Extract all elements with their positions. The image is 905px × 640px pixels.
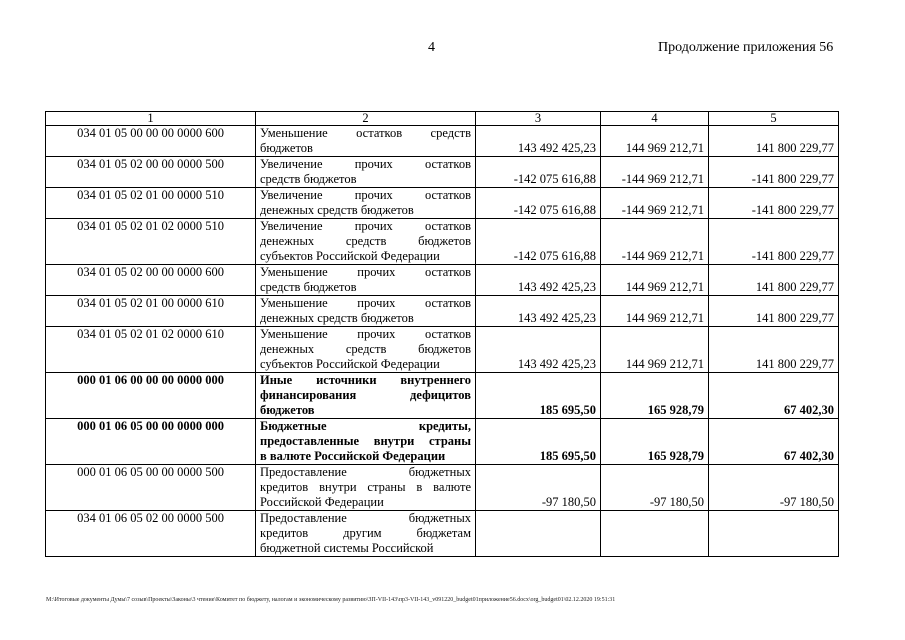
amount-cell-year-2: -144 969 212,71 [601,219,709,265]
amount-cell-year-3: -97 180,50 [709,465,839,511]
amount-cell-year-1: -142 075 616,88 [476,157,601,188]
budget-item-name-cell [256,157,476,188]
amount-cell-year-1: 143 492 425,23 [476,296,601,327]
budget-code-cell: 034 01 05 00 00 00 0000 600 [46,126,256,157]
budget-code-cell: 034 01 05 02 01 02 0000 510 [46,219,256,265]
budget-item-name-line: Уменьшение прочих остатков [260,327,471,341]
budget-code-cell: 034 01 06 05 02 00 0000 500 [46,511,256,557]
budget-item-name-line: Уменьшение прочих остатков [260,296,471,310]
budget-item-name-cell [256,126,476,157]
amount-cell-year-2: -97 180,50 [601,465,709,511]
budget-item-name-line: в валюте Российской Федерации [260,449,446,463]
budget-item-name-line: бюджетов [260,141,313,155]
budget-item-name-cell [256,419,476,465]
amount-cell-year-1: -97 180,50 [476,465,601,511]
budget-item-name-cell [256,511,476,557]
amount-cell-year-3: 141 800 229,77 [709,296,839,327]
budget-item-name-line: Уменьшение остатков средств [260,126,471,140]
table-row [46,465,839,511]
amount-cell-year-3: -141 800 229,77 [709,157,839,188]
budget-item-name-line: денежных средств бюджетов [260,311,414,325]
budget-item-name-line: Иные источники внутреннего [260,373,471,387]
amount-cell-year-2: 165 928,79 [601,373,709,419]
amount-cell-year-3: 141 800 229,77 [709,126,839,157]
budget-item-name-line: Российской Федерации [260,495,384,509]
amount-cell-year-3: 67 402,30 [709,373,839,419]
budget-item-name-cell [256,327,476,373]
amount-cell-year-1: -142 075 616,88 [476,219,601,265]
budget-item-name-line: Увеличение прочих остатков [260,188,471,202]
budget-item-name-line: предоставленные внутри страны [260,434,471,448]
budget-code-cell: 000 01 06 05 00 00 0000 500 [46,465,256,511]
budget-item-name-line: кредитов внутри страны в валюте [260,480,471,494]
budget-item-name-line: средств бюджетов [260,172,357,186]
continuation-title: Продолжение приложения 56 [658,40,834,55]
amount-cell-year-2: 144 969 212,71 [601,126,709,157]
budget-item-name-line: субъектов Российской Федерации [260,249,440,263]
amount-cell-year-2: 165 928,79 [601,419,709,465]
table-row [46,327,839,373]
table-row [46,296,839,327]
amount-cell-year-1: 185 695,50 [476,373,601,419]
column-header: 1 [46,112,256,126]
amount-cell-year-1 [476,511,601,557]
table-row [46,219,839,265]
column-header: 3 [476,112,601,126]
budget-item-name-line: средств бюджетов [260,280,357,294]
amount-cell-year-1: 185 695,50 [476,419,601,465]
budget-code-cell: 034 01 05 02 01 00 0000 510 [46,188,256,219]
budget-item-name-cell [256,465,476,511]
budget-item-name-line: Увеличение прочих остатков [260,157,471,171]
budget-code-cell: 000 01 06 00 00 00 0000 000 [46,373,256,419]
amount-cell-year-2: 144 969 212,71 [601,327,709,373]
budget-code-cell: 000 01 06 05 00 00 0000 000 [46,419,256,465]
budget-item-name-line: субъектов Российской Федерации [260,357,440,371]
amount-cell-year-3: -141 800 229,77 [709,188,839,219]
budget-item-name-line: бюджетной системы Российской [260,541,434,555]
table-header-row [46,112,839,126]
amount-cell-year-2: -144 969 212,71 [601,157,709,188]
amount-cell-year-3: 141 800 229,77 [709,265,839,296]
budget-item-name-line: Предоставление бюджетных [260,511,471,525]
budget-item-name-line: денежных средств бюджетов [260,203,414,217]
table-row [46,157,839,188]
budget-item-name-line: Предоставление бюджетных [260,465,471,479]
file-path-footer: M:\Итоговые документы Думы\7 созыв\Проекты\Законы\3 чтение\Комитет по бюджету, налогам и экономическому развитию\ЗП-VII-143\пр3-VII-143_v091220_budget01приложение56.docx\org_budget01\02.12.2020 19:51:31 [46,597,616,603]
amount-cell-year-3: -141 800 229,77 [709,219,839,265]
budget-item-name-line: денежных средств бюджетов [260,342,471,356]
budget-item-name-line: Уменьшение прочих остатков [260,265,471,279]
table-row [46,373,839,419]
budget-item-name-line: финансирования дефицитов [260,388,471,402]
budget-code-cell: 034 01 05 02 00 00 0000 500 [46,157,256,188]
budget-table [45,111,839,557]
table-row [46,511,839,557]
budget-item-name-line: денежных средств бюджетов [260,234,471,248]
budget-item-name-line: бюджетов [260,403,315,417]
table-row [46,188,839,219]
amount-cell-year-3: 67 402,30 [709,419,839,465]
budget-code-cell: 034 01 05 02 01 02 0000 610 [46,327,256,373]
table-row [46,126,839,157]
budget-item-name-cell [256,265,476,296]
column-header: 5 [709,112,839,126]
amount-cell-year-1: 143 492 425,23 [476,126,601,157]
table-row [46,419,839,465]
budget-item-name-cell [256,188,476,219]
budget-item-name-line: Увеличение прочих остатков [260,219,471,233]
amount-cell-year-1: -142 075 616,88 [476,188,601,219]
column-header: 2 [256,112,476,126]
amount-cell-year-3 [709,511,839,557]
amount-cell-year-2 [601,511,709,557]
amount-cell-year-1: 143 492 425,23 [476,327,601,373]
column-header: 4 [601,112,709,126]
budget-code-cell: 034 01 05 02 00 00 0000 600 [46,265,256,296]
amount-cell-year-1: 143 492 425,23 [476,265,601,296]
budget-code-cell: 034 01 05 02 01 00 0000 610 [46,296,256,327]
budget-item-name-cell [256,373,476,419]
budget-item-name-line: кредитов другим бюджетам [260,526,471,540]
budget-item-name-cell [256,219,476,265]
table-row [46,265,839,296]
page-number: 4 [428,40,435,55]
amount-cell-year-2: -144 969 212,71 [601,188,709,219]
budget-item-name-line: Бюджетные кредиты, [260,419,471,433]
amount-cell-year-2: 144 969 212,71 [601,265,709,296]
budget-item-name-cell [256,296,476,327]
amount-cell-year-2: 144 969 212,71 [601,296,709,327]
amount-cell-year-3: 141 800 229,77 [709,327,839,373]
